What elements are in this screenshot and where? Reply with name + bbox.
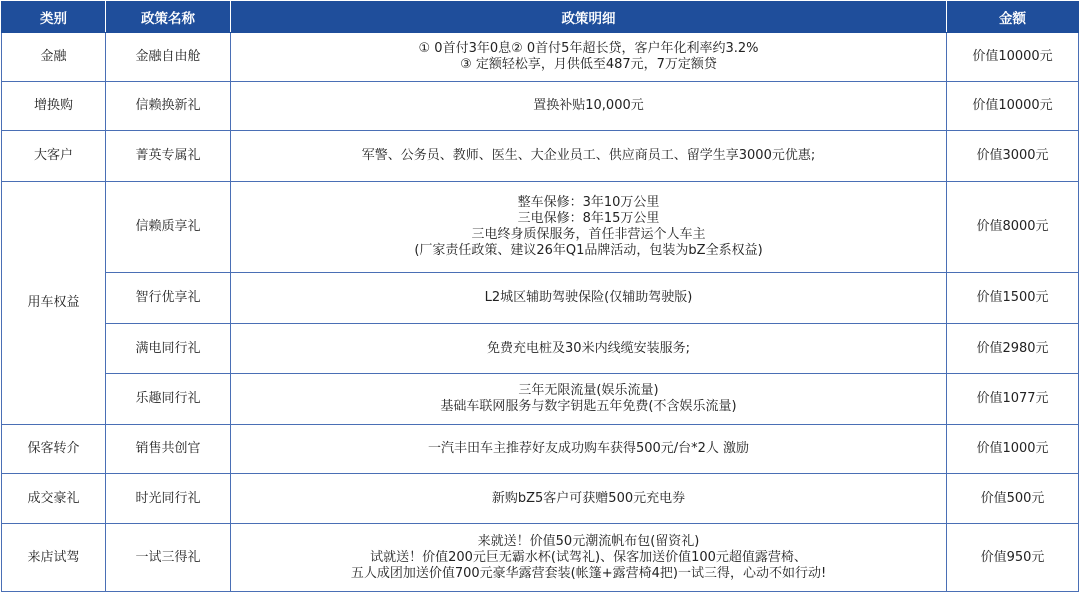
cell-policy-name: 销售共创官 xyxy=(106,425,231,474)
detail-line: 军警、公务员、教师、医生、大企业员工、供应商员工、留学生享3000元优惠; xyxy=(361,148,816,163)
cell-category: 增换购 xyxy=(2,82,106,131)
table-row xyxy=(2,474,1079,524)
cell-policy-name: 乐趣同行礼 xyxy=(106,374,231,425)
detail-line: L2城区辅助驾驶保险(仅辅助驾驶版) xyxy=(484,290,693,305)
detail-line: (厂家责任政策、建议26年Q1品牌活动，包装为bZ全系权益) xyxy=(414,243,763,258)
cell-policy-detail xyxy=(231,131,947,182)
cell-policy-name: 满电同行礼 xyxy=(106,324,231,374)
cell-category: 用车权益 xyxy=(2,182,106,425)
detail-line: 基础车联网服务与数字钥匙五年免费(不含娱乐流量) xyxy=(440,399,737,414)
cell-amount: 价值8000元 xyxy=(947,182,1079,273)
cell-category: 大客户 xyxy=(2,131,106,182)
detail-line: 五人成团加送价值700元豪华露营套装(帐篷+露营椅4把)一试三得，心动不如行动! xyxy=(350,565,827,581)
header-amount: 金额 xyxy=(947,2,1079,33)
cell-policy-name: 时光同行礼 xyxy=(106,474,231,524)
cell-policy-name: 金融自由舱 xyxy=(106,33,231,82)
cell-amount: 价值1000元 xyxy=(947,425,1079,474)
cell-amount: 价值3000元 xyxy=(947,131,1079,182)
cell-amount: 价值950元 xyxy=(947,524,1079,592)
header-policy-name: 政策名称 xyxy=(106,2,231,33)
cell-policy-name: 信赖质享礼 xyxy=(106,182,231,273)
cell-policy-detail xyxy=(231,425,947,474)
cell-amount: 价值1077元 xyxy=(947,374,1079,425)
detail-line: 整车保修：3年10万公里 xyxy=(517,195,660,210)
cell-policy-detail xyxy=(231,524,947,592)
cell-amount: 价值1500元 xyxy=(947,273,1079,324)
detail-line: 新购bZ5客户可获赠500元充电券 xyxy=(491,490,686,506)
cell-policy-name: 信赖换新礼 xyxy=(106,82,231,131)
cell-policy-name: 一试三得礼 xyxy=(106,524,231,592)
detail-line: 三电终身质保服务，首任非营运个人车主 xyxy=(471,227,706,242)
cell-policy-detail xyxy=(231,82,947,131)
cell-category: 保客转介 xyxy=(2,425,106,474)
cell-amount: 价值2980元 xyxy=(947,324,1079,374)
detail-line: 一汽丰田车主推荐好友成功购车获得500元/台*2人 激励 xyxy=(427,441,750,456)
cell-category: 来店试驾 xyxy=(2,524,106,592)
cell-policy-detail xyxy=(231,182,947,273)
cell-amount: 价值10000元 xyxy=(947,82,1079,131)
table-row xyxy=(2,33,1079,82)
cell-policy-detail xyxy=(231,474,947,524)
cell-policy-name: 智行优享礼 xyxy=(106,273,231,324)
cell-amount: 价值10000元 xyxy=(947,33,1079,82)
table-row xyxy=(2,273,1079,324)
cell-policy-detail xyxy=(231,324,947,374)
table-row xyxy=(2,182,1079,273)
table-row xyxy=(2,524,1079,592)
cell-policy-detail xyxy=(231,374,947,425)
header-category: 类别 xyxy=(2,2,106,33)
cell-policy-name: 菁英专属礼 xyxy=(106,131,231,182)
table-header-row xyxy=(2,2,1079,33)
table-row xyxy=(2,374,1079,425)
detail-line: 三电保修：8年15万公里 xyxy=(517,211,660,226)
detail-line: 三年无限流量(娱乐流量) xyxy=(518,383,659,398)
table-row xyxy=(2,82,1079,131)
cell-amount: 价值500元 xyxy=(947,474,1079,524)
cell-category: 金融 xyxy=(2,33,106,82)
detail-line: 免费充电桩及30米内线缆安装服务; xyxy=(487,340,690,356)
detail-line: 试就送！价值200元巨无霸水杯(试驾礼)、保客加送价值100元超值露营椅、 xyxy=(370,549,807,565)
table-row xyxy=(2,324,1079,374)
detail-line: ① 0首付3年0息② 0首付5年超长贷，客户年化利率约3.2% xyxy=(418,41,759,56)
table-row xyxy=(2,131,1079,182)
detail-line: 置换补贴10,000元 xyxy=(533,98,644,113)
cell-policy-detail xyxy=(231,33,947,82)
policy-table xyxy=(1,1,1079,592)
cell-category: 成交豪礼 xyxy=(2,474,106,524)
cell-policy-detail xyxy=(231,273,947,324)
table-row xyxy=(2,425,1079,474)
header-policy-detail: 政策明细 xyxy=(231,2,947,33)
detail-line: 来就送！价值50元潮流帆布包(留资礼) xyxy=(477,533,700,549)
detail-line: ③ 定额轻松享，月供低至487元，7万定额贷 xyxy=(460,57,717,72)
